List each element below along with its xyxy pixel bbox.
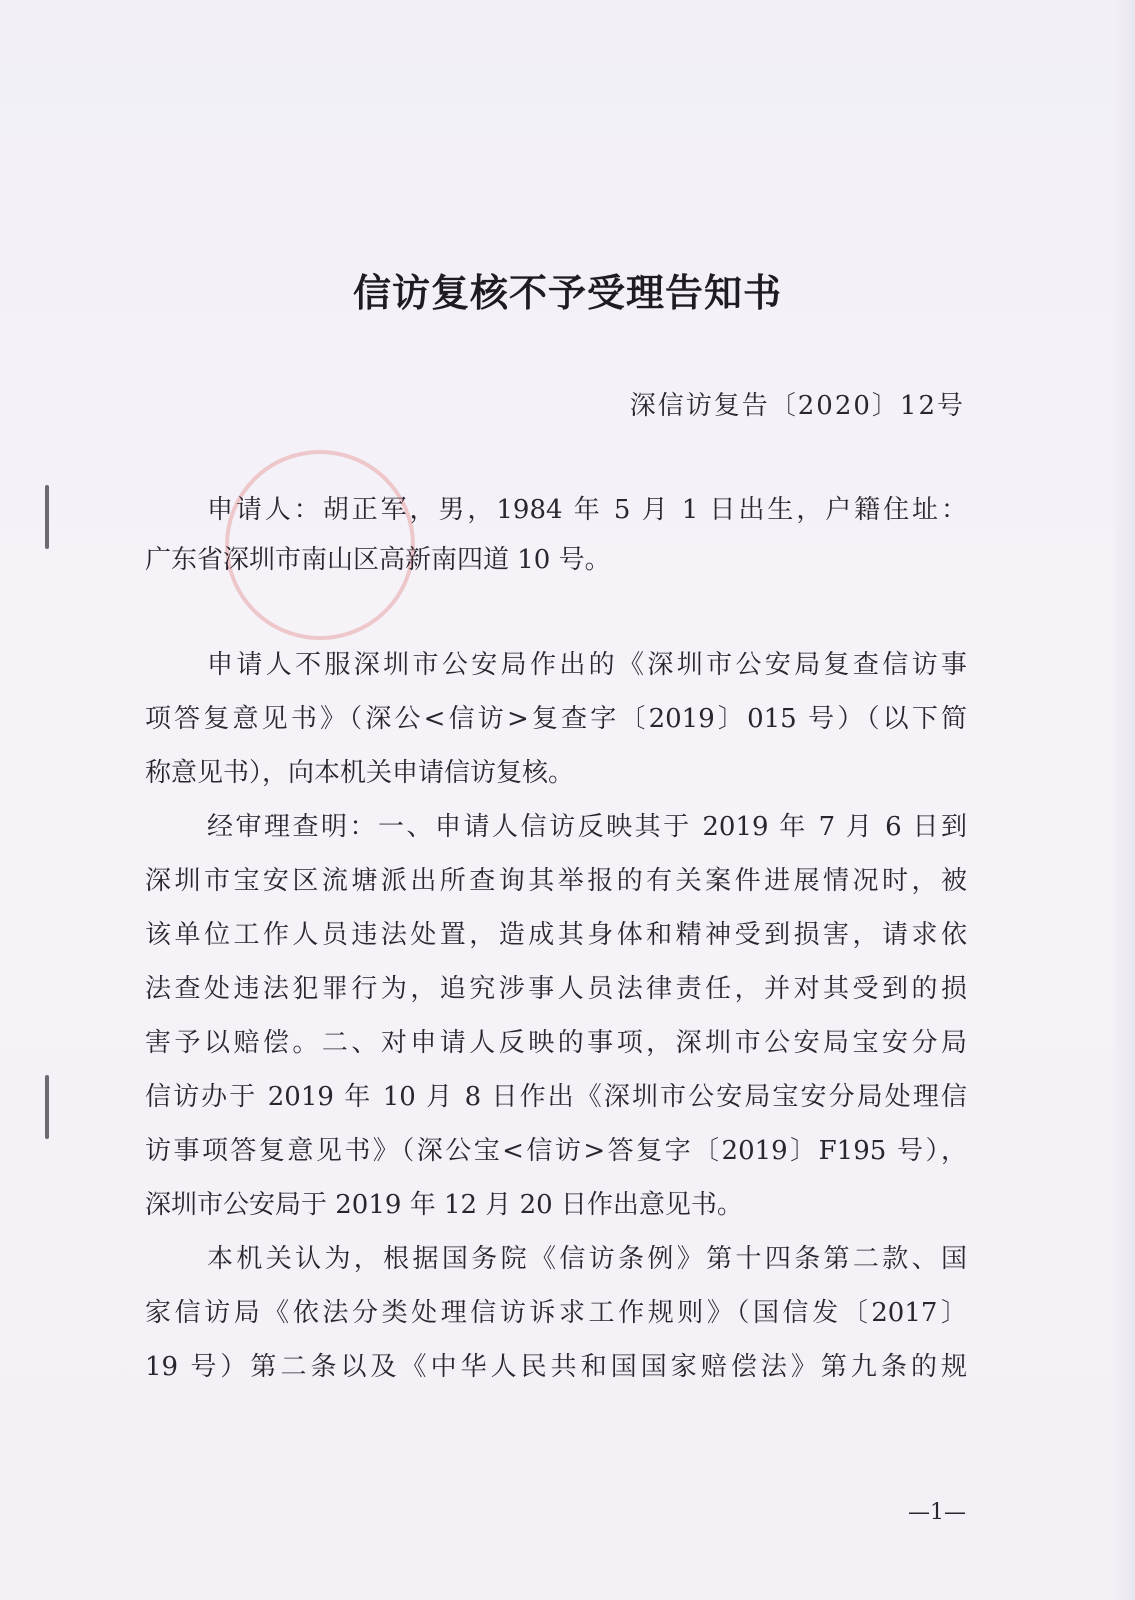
body-line: 经审理查明：一、申请人信访反映其于 2019 年 7 月 6 日到: [207, 812, 967, 842]
staple-mark: [45, 1075, 49, 1139]
body-line: 19 号）第二条以及《中华人民共和国国家赔偿法》第九条的规: [145, 1352, 967, 1382]
body-line: 信访办于 2019 年 10 月 8 日作出《深圳市公安局宝安分局处理信: [145, 1082, 967, 1112]
body-line: 本机关认为，根据国务院《信访条例》第十四条第二款、国: [207, 1244, 967, 1274]
body-line: 访事项答复意见书》（深公宝<信访>答复字〔2019〕F195 号），: [145, 1136, 967, 1166]
page-number: —1—: [908, 1500, 966, 1525]
body-line: 申请人不服深圳市公安局作出的《深圳市公安局复查信访事: [207, 650, 967, 680]
document-title: 信访复核不予受理告知书: [352, 270, 782, 315]
staple-mark: [45, 485, 49, 549]
document-number: 深信访复告〔2020〕12号: [629, 391, 965, 421]
body-line: 深圳市宝安区流塘派出所查询其举报的有关案件进展情况时，被: [145, 866, 967, 896]
body-line: 深圳市公安局于 2019 年 12 月 20 日作出意见书。: [145, 1190, 743, 1220]
body-line: 害予以赔偿。二、对申请人反映的事项，深圳市公安局宝安分局: [145, 1028, 967, 1058]
body-line: 家信访局《依法分类处理信访诉求工作规则》（国信发〔2017〕: [145, 1298, 967, 1328]
body-line: 法查处违法犯罪行为，追究涉事人员法律责任，并对其受到的损: [145, 974, 967, 1004]
body-line: 该单位工作人员违法处置，造成其身体和精神受到损害，请求依: [145, 920, 967, 950]
body-line: 申请人：胡正军，男，1984 年 5 月 1 日出生，户籍住址：: [207, 495, 967, 525]
page-edge: [1113, 0, 1135, 1600]
body-line: 项答复意见书》（深公<信访>复查字〔2019〕015 号）（以下简: [145, 704, 967, 734]
body-line: 称意见书），向本机关申请信访复核。: [145, 758, 575, 788]
body-line: 广东省深圳市南山区高新南四道 10 号。: [145, 545, 611, 575]
